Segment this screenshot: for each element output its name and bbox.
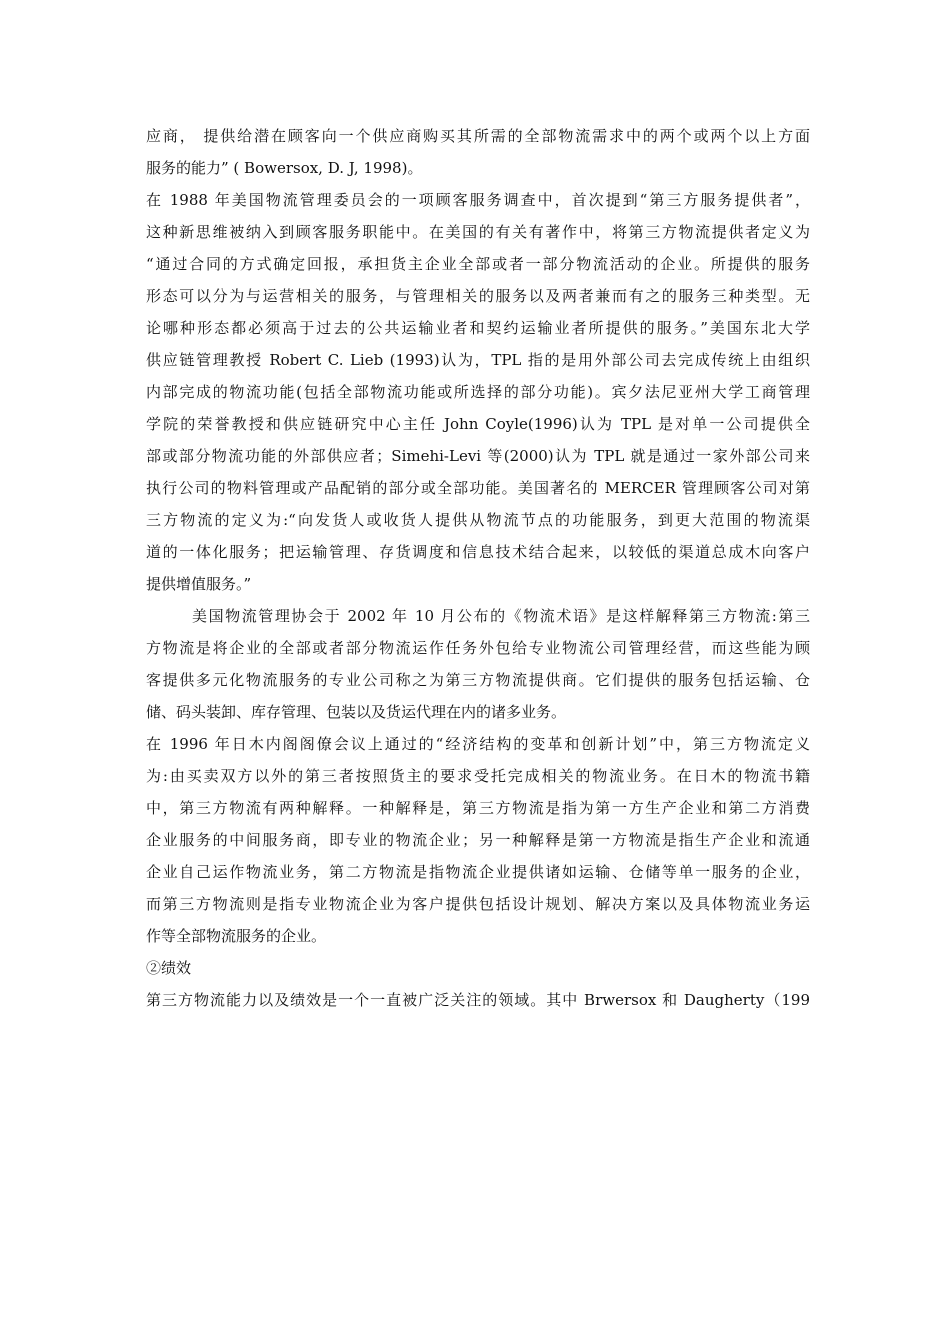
text-line: 内部完成的物流功能(包括全部物流功能或所选择的部分功能)。宾夕法尼亚州大学工商管理 [146, 383, 810, 401]
document-page [146, 120, 810, 1016]
text-line: 为:由买卖双方以外的第三者按照货主的要求受托完成相关的物流业务。在日木的物流书籍 [146, 767, 810, 785]
text-line: 企业服务的中间服务商，即专业的物流企业；另一种解释是第一方物流是指生产企业和流通 [146, 831, 810, 849]
text-line: 供应链管理教授 Robert C. Lieb (1993)认为，TPL 指的是用外部公司去完成传统上由组织 [146, 351, 810, 369]
text-line: 提供增值服务。” [146, 575, 252, 593]
text-line: 作等全部物流服务的企业。 [146, 927, 327, 945]
text-line: 道的一体化服务；把运输管理、存货调度和信息技术结合起来，以较低的渠道总成木向客户 [146, 543, 810, 561]
text-line: 部或部分物流功能的外部供应者；Simehi-Levi 等(2000)认为 TPL 就是通过一家外部公司来 [146, 447, 810, 465]
text-line: 储、码头装卸、库存管理、包装以及货运代理在内的诸多业务。 [146, 703, 567, 721]
text-line: 执行公司的物料管理或产品配销的部分或全部功能。美国著名的 MERCER 管理顾客公司对第 [146, 479, 810, 497]
text-line: 学院的荣誉教授和供应链研究中心主任 John Coyle(1996)认为 TPL 是对单一公司提供全 [146, 415, 810, 433]
text-line: 这种新思维被纳入到顾客服务职能中。在美国的有关有著作中，将第三方物流提供者定义为 [146, 223, 810, 241]
text-line: 三方物流的定义为:“向发货人或收货人提供从物流节点的功能服务，到更大范围的物流渠 [146, 511, 810, 529]
text-line: 方物流是将企业的全部或者部分物流运作任务外包给专业物流公司管理经营，而这些能为顾 [146, 639, 810, 657]
text-line: 客提供多元化物流服务的专业公司称之为第三方物流提供商。它们提供的服务包括运输、仓 [146, 671, 810, 689]
text-line: 第三方物流能力以及绩效是一个一直被广泛关注的领域。其中 Brwersox 和 Daugherty（199 [146, 991, 810, 1009]
text-line: 在 1996 年日木内阁阁僚会议上通过的“经济结构的变革和创新计划”中，第三方物流定义 [146, 735, 810, 753]
text-line: 企业自己运作物流业务，第二方物流是指物流企业提供诸如运输、仓储等单一服务的企业， [146, 863, 810, 881]
text-line: ②绩效 [146, 959, 192, 977]
text-line: 在 1988 年美国物流管理委员会的一项顾客服务调查中，首次提到“第三方服务提供者”， [146, 191, 810, 209]
text-line: 服务的能力” ( Bowersox, D. J, 1998)。 [146, 159, 423, 177]
text-line: 应商， 提供给潜在顾客向一个供应商购买其所需的全部物流需求中的两个或两个以上方面 [146, 127, 810, 145]
text-line: 形态可以分为与运营相关的服务，与管理相关的服务以及两者兼而有之的服务三种类型。无 [146, 287, 810, 305]
text-line: 而第三方物流则是指专业物流企业为客户提供包括设计规划、解决方案以及具体物流业务运 [146, 895, 810, 913]
text-line: “通过合同的方式确定回报，承担货主企业全部或者一部分物流活动的企业。所提供的服务 [146, 255, 810, 273]
text-line: 美国物流管理协会于 2002 年 10 月公布的《物流术语》是这样解释第三方物流:第三 [192, 607, 810, 625]
text-line: 论哪种形态都必须高于过去的公共运输业者和契约运输业者所提供的服务。”美国东北大学 [146, 319, 810, 337]
text-line: 中，第三方物流有两种解释。一种解释是，第三方物流是指为第一方生产企业和第二方消费 [146, 799, 810, 817]
